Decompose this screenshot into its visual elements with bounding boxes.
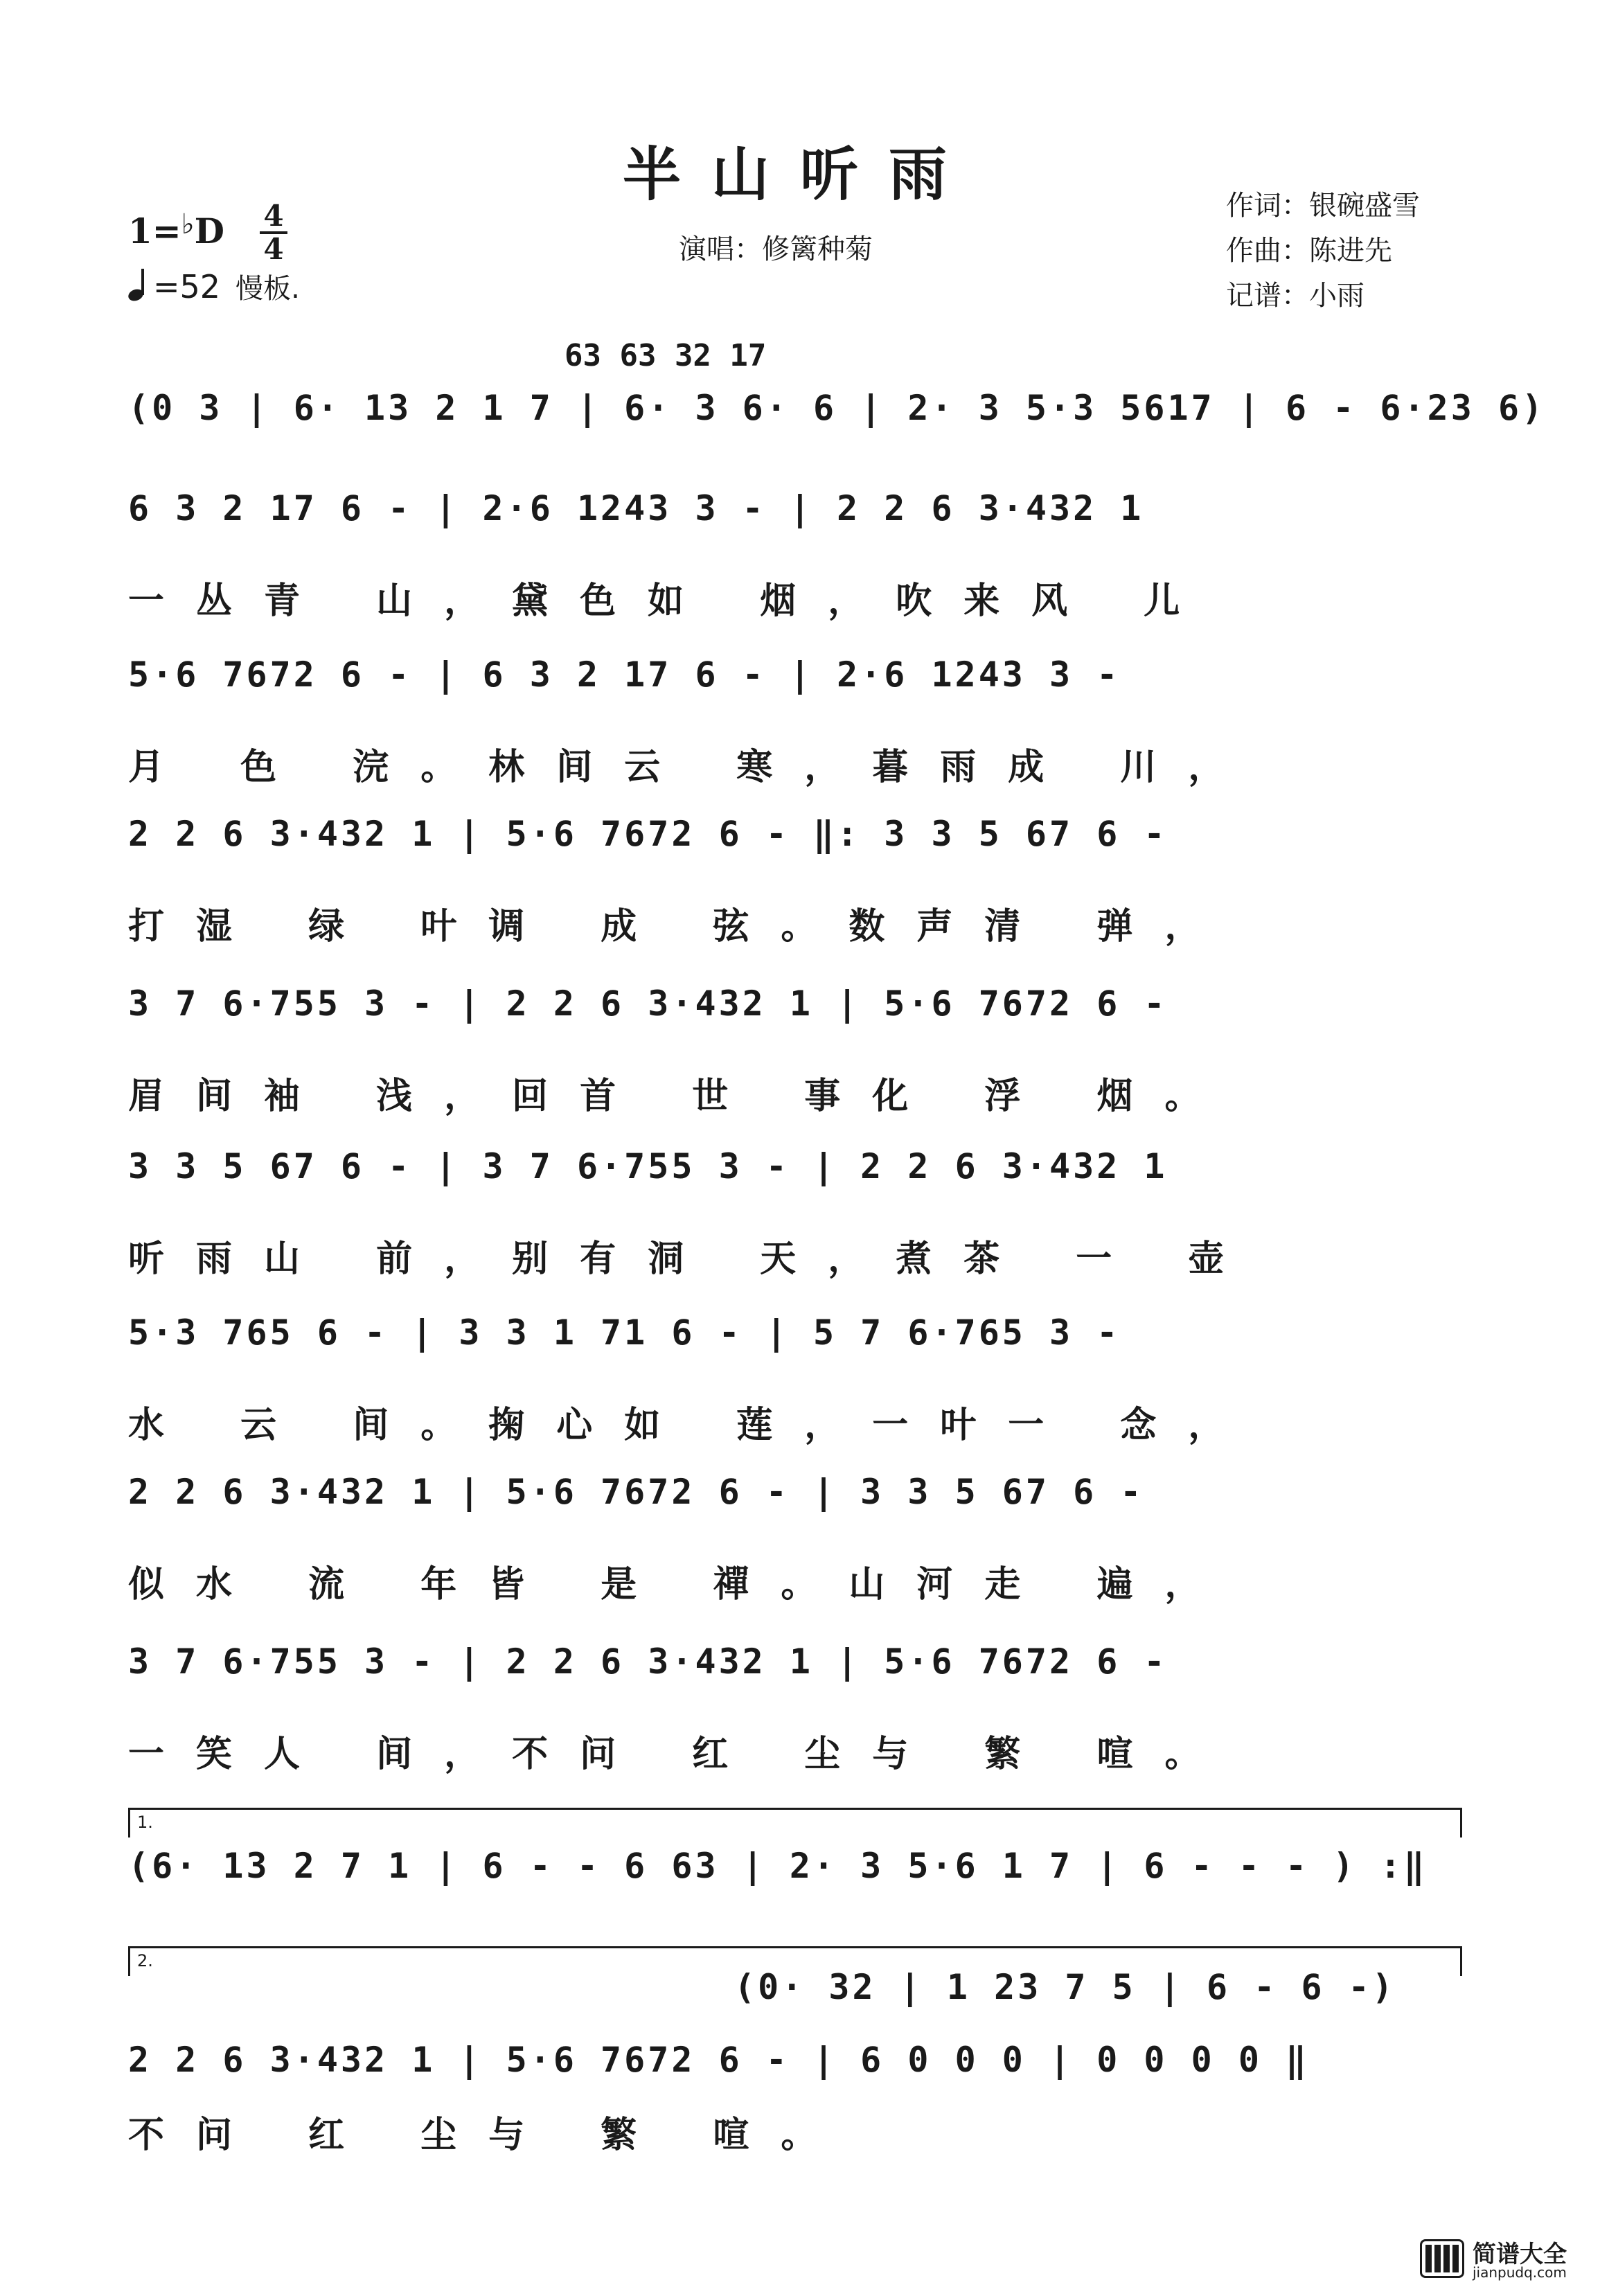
- volta-1: [128, 1808, 1462, 1837]
- final-notes: 2 2 6 3·432 1 | 5·6 7672 6 - | 6 0 0 0 | 0 0 0 0 ‖: [128, 2040, 1310, 2080]
- notation-line: 2 2 6 3·432 1 | 5·6 7672 6 - ‖: 3 3 5 67 6 -: [128, 814, 1168, 854]
- notation-line: (0 3 | 6· 13 2 1 7 | 6· 3 6· 6 | 2· 3 5·3 5617 | 6 - 6·23 6): [128, 388, 1546, 428]
- volta-1-notes: (6· 13 2 7 1 | 6 - - 6 63 | 2· 3 5·6 1 7 | 6 - - - ) :‖: [128, 1846, 1428, 1886]
- notation-line: 3 3 5 67 6 - | 3 7 6·755 3 - | 2 2 6 3·432 1: [128, 1146, 1168, 1186]
- lyric-line: 一笑人 间，不问 红 尘与 繁 喧。: [128, 1734, 1233, 1775]
- lyric-line: 水 云 间。掬心如 莲，一叶一 念，: [128, 1405, 1256, 1446]
- tempo-marking: [128, 267, 300, 306]
- notation-line: 3 7 6·755 3 - | 2 2 6 3·432 1 | 5·6 7672 6 -: [128, 1641, 1168, 1682]
- volta-1-label: 1.: [137, 1813, 153, 1832]
- transcriber-credit: 记谱：小雨: [1226, 280, 1365, 312]
- logo-brand: 简谱大全: [1473, 2241, 1567, 2268]
- song-title: 半山听雨: [622, 140, 977, 208]
- lyric-line: 一丛青 山，黛色如 烟，吹来风 儿: [128, 580, 1212, 622]
- key-signature: [128, 208, 224, 251]
- logo-url: jianpudq.com: [1473, 2264, 1567, 2281]
- tempo-term: 慢板.: [235, 273, 300, 305]
- lyric-line: 打湿 绿 叶调 成 弦。数声清 弹，: [128, 906, 1233, 947]
- notation-line: 2 2 6 3·432 1 | 5·6 7672 6 - | 3 3 5 67 6 -: [128, 1472, 1144, 1512]
- notation-line: 6 3 2 17 6 - | 2·6 1243 3 - | 2 2 6 3·432 1: [128, 488, 1144, 528]
- key-letter: D: [194, 211, 224, 251]
- lyric-line: 似水 流 年皆 是 禪。山河走 遍，: [128, 1564, 1233, 1605]
- lyric-line: 月 色 浣。林间云 寒，暮雨成 川，: [128, 747, 1256, 788]
- time-signature: [260, 199, 287, 266]
- lyricist-credit: 作词：银碗盛雪: [1226, 190, 1420, 222]
- flat-sign: ♭: [181, 208, 195, 240]
- site-logo: [1420, 2234, 1572, 2282]
- singer-credit: 演唱：修篱种菊: [679, 233, 873, 265]
- notation-line: 3 7 6·755 3 - | 2 2 6 3·432 1 | 5·6 7672 6 -: [128, 984, 1168, 1024]
- tempo-value: =52: [153, 268, 221, 305]
- notation-line: 5·3 765 6 - | 3 3 1 71 6 - | 5 7 6·765 3 -: [128, 1312, 1121, 1353]
- time-bottom: 4: [263, 232, 284, 266]
- key-prefix: 1=: [128, 211, 181, 251]
- time-top: 4: [263, 199, 284, 233]
- piano-keys-icon: [1420, 2239, 1464, 2278]
- final-lyrics: 不问 红 尘与 繁 喧。: [128, 2115, 849, 2156]
- quarter-note-icon: [128, 273, 146, 301]
- lyric-line: 听雨山 前，别有洞 天，煮茶 一 壶: [128, 1238, 1256, 1280]
- intro-grace-notes: 63 63 32 17: [565, 338, 767, 373]
- notation-line: 5·6 7672 6 - | 6 3 2 17 6 - | 2·6 1243 3 -: [128, 655, 1121, 695]
- volta-2-instrumental: (0· 32 | 1 23 7 5 | 6 - 6 -): [734, 1967, 1396, 2007]
- composer-credit: 作曲：陈进先: [1226, 235, 1392, 267]
- volta-2-label: 2.: [137, 1951, 153, 1970]
- lyric-line: 眉间袖 浅，回首 世 事化 浮 烟。: [128, 1076, 1233, 1117]
